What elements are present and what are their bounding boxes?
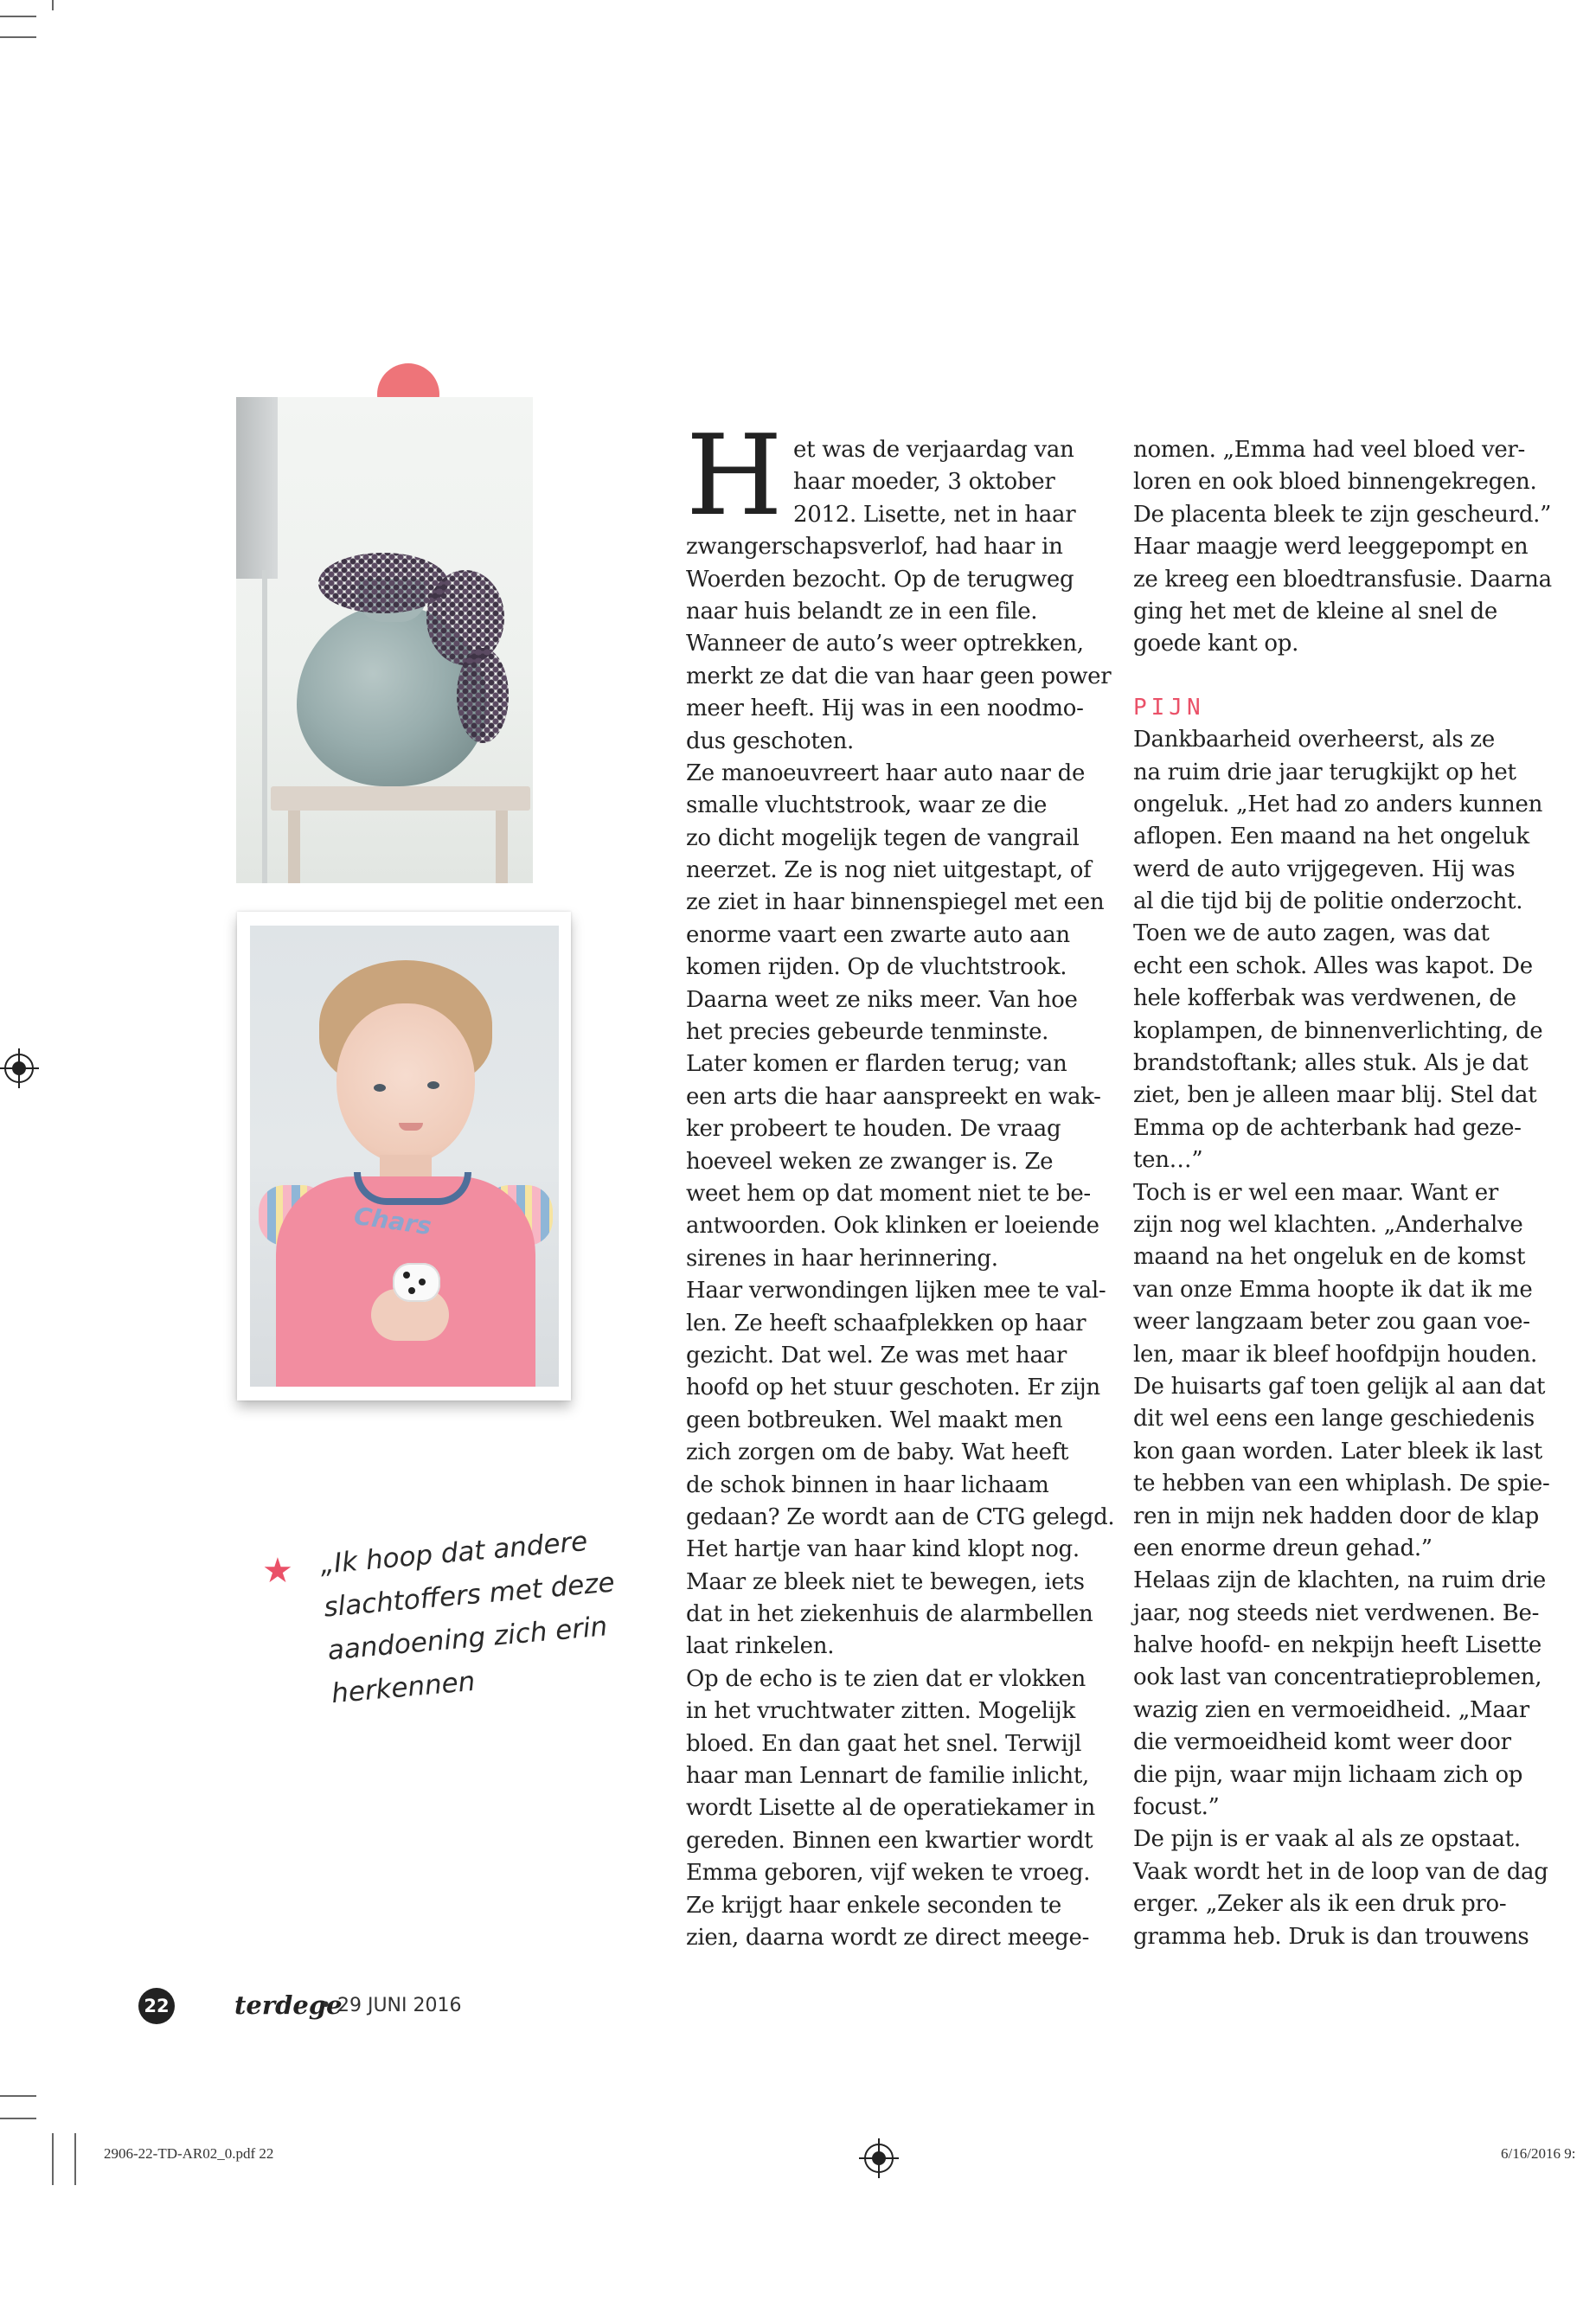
article-line: in het vruchtwater zitten. Mogelijk — [686, 1698, 1075, 1725]
article-line: Emma geboren, vijf weken te vroeg. — [686, 1860, 1091, 1887]
quote-line: „Ik hoop dat andere — [318, 1525, 589, 1580]
article-line: Het hartje van haar kind klopt nog. — [686, 1536, 1080, 1563]
article-line: gezicht. Dat wel. Ze was met haar — [686, 1342, 1067, 1368]
article-line: 2012. Lisette, net in haar — [793, 501, 1076, 528]
article-line: focust.” — [1133, 1794, 1220, 1821]
article-line: ongeluk. „Het had zo anders kunnen — [1133, 791, 1543, 817]
article-line: Dankbaarheid overheerst, als ze — [1133, 727, 1495, 753]
article-line: loren en ook bloed binnengekregen. — [1133, 469, 1537, 496]
article-line: dat in het ziekenhuis de alarmbellen — [686, 1601, 1093, 1628]
article-line: Haar maagje werd leeggepompt en — [1133, 534, 1529, 561]
article-line: dus geschoten. — [686, 727, 854, 754]
pull-quote — [318, 1519, 616, 1715]
article-line: ren in mijn nek hadden door de klap — [1133, 1503, 1539, 1529]
drop-cap: H — [686, 412, 783, 541]
article-line: Emma op de achterbank had geze- — [1133, 1114, 1522, 1141]
quote-line: herkennen — [330, 1665, 477, 1710]
article-line: die vermoeidheid komt weer door — [1133, 1729, 1511, 1756]
stool-leg — [496, 811, 508, 883]
article-line: maand na het ongeluk en de komst — [1133, 1244, 1526, 1271]
article-line: wordt Lisette al de operatiekamer in — [686, 1795, 1095, 1822]
article-line: meer heeft. Hij was in een noodmo- — [686, 695, 1084, 722]
vase-photo — [236, 397, 533, 883]
article-column-2 — [1133, 434, 1552, 1953]
article-line: nomen. „Emma had veel bloed ver- — [1133, 437, 1526, 463]
article-line: Ze krijgt haar enkele seconden te — [686, 1892, 1061, 1919]
article-line: halve hoofd- en nekpijn heeft Lisette — [1133, 1632, 1542, 1659]
crop-mark — [0, 2095, 36, 2097]
article-line: hele kofferbak was verdwenen, de — [1133, 985, 1516, 1012]
article-line: De placenta bleek te zijn gescheurd.” — [1133, 501, 1552, 528]
article-line: Toen we de auto zagen, was dat — [1133, 920, 1490, 947]
registration-mark-icon — [864, 2144, 894, 2173]
article-column-1 — [686, 434, 1115, 1954]
article-line: Maar ze bleek niet te bewegen, iets — [686, 1568, 1085, 1595]
article-line: de schok binnen in haar lichaam — [686, 1471, 1049, 1498]
article-line: al die tijd bij de politie onderzocht. — [1133, 888, 1523, 915]
article-line: Woerden bezocht. Op de terugweg — [686, 566, 1074, 593]
stool-top — [271, 786, 530, 811]
quote-line: aandoening zich erin — [326, 1611, 609, 1667]
article-line: haar man Lennart de familie inlicht, — [686, 1763, 1089, 1790]
article-line: komen rijden. Op de vluchtstrook. — [686, 954, 1067, 981]
article-line: goede kant op. — [1133, 631, 1299, 657]
article-line: ker probeert te houden. De vraag — [686, 1116, 1061, 1143]
lamp-stem — [262, 570, 267, 883]
article-line: Daarna weet ze niks meer. Van hoe — [686, 986, 1078, 1013]
article-line: Helaas zijn de klachten, na ruim drie — [1133, 1567, 1546, 1594]
magazine-brand: terdege — [234, 1990, 343, 2020]
article-line: sirenes in haar herinnering. — [686, 1245, 998, 1272]
crop-mark — [52, 0, 54, 10]
lamp-shape — [236, 397, 278, 579]
article-line: erger. „Zeker als ik een druk pro- — [1133, 1891, 1507, 1918]
article-line: smalle vluchtstrook, waar ze die — [686, 792, 1048, 819]
eye-shape — [427, 1081, 439, 1089]
article-line: werd de auto vrijgegeven. Hij was — [1133, 856, 1516, 882]
article-line: koplampen, de binnenverlichting, de — [1133, 1017, 1543, 1044]
paragraph-gap — [1133, 661, 1538, 692]
print-slug-file: 2906-22-TD-AR02_0.pdf 22 — [104, 2145, 274, 2162]
article-line: len, maar ik bleef hoofdpijn houden. — [1133, 1341, 1538, 1368]
article-line: De pijn is er vaak al als ze opstaat. — [1133, 1826, 1521, 1853]
article-line: aflopen. Een maand na het ongeluk — [1133, 824, 1529, 850]
article-line: een enorme dreun gehad.” — [1133, 1535, 1433, 1561]
article-line: gramma heb. Druk is dan trouwens — [1133, 1923, 1529, 1950]
article-line: weer langzaam beter zou gaan voe- — [1133, 1309, 1530, 1336]
article-line: dit wel eens een lange geschiedenis — [1133, 1406, 1535, 1433]
berries-cluster — [457, 648, 509, 743]
article-line: die pijn, waar mijn lichaam zich op — [1133, 1761, 1523, 1788]
article-line: naar huis belandt ze in een file. — [686, 598, 1038, 625]
crop-mark — [0, 36, 36, 38]
article-line: ging het met de kleine al snel de — [1133, 598, 1497, 625]
article-line: ten…” — [1133, 1147, 1203, 1174]
star-icon: ★ — [262, 1551, 293, 1591]
article-line: een arts die haar aanspreekt en wak- — [686, 1083, 1101, 1110]
article-line: len. Ze heeft schaafplekken op haar — [686, 1310, 1086, 1336]
shirt-print: Chars — [352, 1201, 433, 1241]
quote-line: slachtoffers met deze — [322, 1567, 616, 1624]
crop-mark — [0, 2118, 36, 2119]
article-line: brandstoftank; alles stuk. Als je dat — [1133, 1050, 1529, 1077]
section-subhead: PIJN — [1133, 694, 1205, 721]
article-line: De huisarts gaf toen gelijk al aan dat — [1133, 1373, 1546, 1400]
eye-shape — [374, 1084, 386, 1092]
article-line: weet hem op dat moment niet te be- — [686, 1180, 1091, 1207]
article-line: wazig zien en vermoeidheid. „Maar — [1133, 1696, 1529, 1723]
article-line: jaar, nog steeds niet verdwenen. Be- — [1133, 1599, 1540, 1626]
issue-date: • 29 JUNI 2016 — [320, 1995, 462, 2016]
article-line: ook last van concentratieproblemen, — [1133, 1664, 1542, 1691]
article-line: Ze manoeuvreert haar auto naar de — [686, 760, 1086, 786]
article-line: gedaan? Ze wordt aan de CTG gelegd. — [686, 1503, 1115, 1530]
article-line: Toch is er wel een maar. Want er — [1133, 1179, 1498, 1206]
article-line: echt een schok. Alles was kapot. De — [1133, 952, 1533, 979]
article-line: kon gaan worden. Later bleek ik last — [1133, 1438, 1542, 1465]
toy-shape — [393, 1263, 440, 1302]
article-line: enorme vaart een zwarte auto aan — [686, 921, 1070, 948]
girl-photo — [250, 926, 559, 1387]
crop-mark — [0, 16, 36, 17]
article-line: na ruim drie jaar terugkijkt op het — [1133, 759, 1516, 785]
crop-mark — [74, 2133, 76, 2185]
article-line: zwangerschapsverlof, had haar in — [686, 534, 1063, 561]
article-line: Haar verwondingen lijken mee te val- — [686, 1278, 1106, 1304]
article-line: hoofd op het stuur geschoten. Er zijn — [686, 1375, 1100, 1401]
article-line: te hebben van een whiplash. De spie- — [1133, 1471, 1550, 1497]
face-shape — [337, 1003, 475, 1163]
collar-shape — [354, 1172, 471, 1205]
stool-leg — [288, 811, 300, 883]
article-line: et was de verjaardag van — [793, 437, 1074, 463]
article-line: ze ziet in haar binnenspiegel met een — [686, 889, 1105, 916]
article-line: hoeveel weken ze zwanger is. Ze — [686, 1148, 1054, 1175]
article-line: Vaak wordt het in de loop van de dag — [1133, 1858, 1548, 1885]
article-line: ziet, ben je alleen maar blij. Stel dat — [1133, 1082, 1537, 1109]
article-line: Later komen er flarden terug; van — [686, 1051, 1067, 1078]
crop-mark — [52, 2133, 54, 2185]
girl-photo-frame — [237, 912, 571, 1400]
article-line: Op de echo is te zien dat er vlokken — [686, 1665, 1086, 1692]
registration-mark-icon — [4, 1054, 34, 1083]
article-line: zo dicht mogelijk tegen de vangrail — [686, 824, 1080, 851]
article-line: ze kreeg een bloedtransfusie. Daarna — [1133, 566, 1552, 593]
article-line: haar moeder, 3 oktober — [793, 469, 1055, 496]
article-line: bloed. En dan gaat het snel. Terwijl — [686, 1730, 1082, 1757]
article-line: geen botbreuken. Wel maakt men — [686, 1407, 1063, 1433]
article-line: het precies gebeurde tenminste. — [686, 1019, 1049, 1046]
article-line: laat rinkelen. — [686, 1633, 835, 1660]
article-line: zien, daarna wordt ze direct meege- — [686, 1924, 1090, 1951]
article-line: zijn nog wel klachten. „Anderhalve — [1133, 1211, 1523, 1238]
article-line: neerzet. Ze is nog niet uitgestapt, of — [686, 857, 1092, 884]
article-line: antwoorden. Ook klinken er loeiende — [686, 1213, 1099, 1240]
article-line: merkt ze dat die van haar geen power — [686, 663, 1112, 689]
article-line: Wanneer de auto’s weer optrekken, — [686, 631, 1084, 657]
article-line: zich zorgen om de baby. Wat heeft — [686, 1439, 1069, 1466]
page-number: 22 — [138, 1988, 175, 2024]
article-line: gereden. Binnen een kwartier wordt — [686, 1827, 1093, 1854]
print-slug-date: 6/16/2016 9: — [1501, 2145, 1576, 2162]
article-line: van onze Emma hoopte ik dat ik me — [1133, 1276, 1533, 1303]
